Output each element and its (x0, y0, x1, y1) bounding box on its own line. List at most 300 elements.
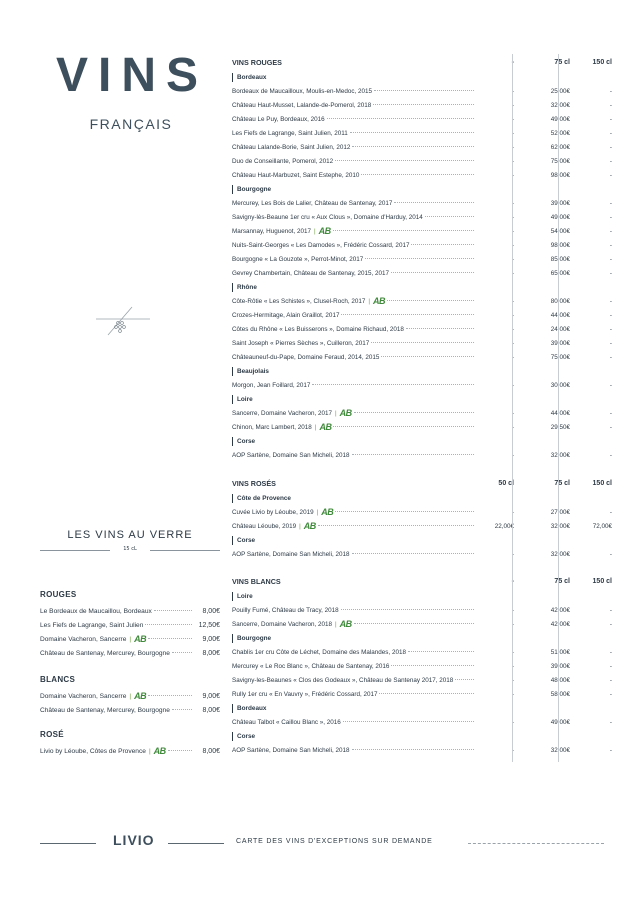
dot-leader (394, 201, 474, 203)
wine-name: Rully 1er cru « En Vauvry », Frédéric Cossard, 2017 (232, 690, 378, 698)
organic-ab-icon: AB (153, 746, 166, 756)
wine-name-cell (232, 452, 476, 459)
price-col-1: - (511, 451, 514, 459)
separator: | (314, 227, 316, 235)
dot-leader (352, 145, 474, 147)
wine-name: Domaine Vacheron, Sancerre (40, 635, 127, 643)
wine-name-cell (232, 214, 476, 221)
wine-name-cell (232, 226, 476, 236)
region-bar (232, 73, 233, 82)
section-vins-rouges (232, 54, 612, 462)
price-col-3: - (609, 339, 612, 347)
price-col-3: - (609, 101, 612, 109)
price-col-3: - (609, 718, 612, 726)
wine-row (232, 673, 612, 687)
price-col-2: 32,00€ (550, 451, 570, 459)
price-col-1: - (511, 87, 514, 95)
wine-row (232, 210, 612, 224)
wine-name: Côtes du Rhône « Les Buisserons », Domaine Richaud, 2018 (232, 325, 404, 333)
price-col-3: - (609, 620, 612, 628)
region-bar (232, 536, 233, 545)
price-col-1: - (511, 648, 514, 656)
wine-name: Marsannay, Huguenot, 2017 (232, 227, 311, 235)
dot-leader (333, 229, 474, 231)
separator: | (314, 423, 317, 431)
price-col-3: - (609, 87, 612, 95)
price-col-1: - (511, 269, 514, 277)
by-glass-section (40, 675, 220, 717)
price-col-2: 25,00€ (550, 87, 570, 95)
wine-name-cell (232, 312, 476, 319)
wine-row (232, 715, 612, 729)
wine-name-cell (232, 296, 476, 306)
region-bar (232, 185, 233, 194)
wine-name-cell (232, 663, 476, 670)
organic-ab-badge (299, 521, 316, 531)
separator: | (368, 297, 370, 305)
list-item (40, 646, 220, 660)
wine-name-cell (232, 270, 476, 277)
wine-name-cell (232, 340, 476, 347)
region-name: Beaujolais (237, 367, 269, 375)
region-name: Corse (237, 437, 256, 445)
glass-price: 8,00€ (202, 706, 220, 714)
dot-leader (335, 159, 474, 161)
region-bar (232, 704, 233, 713)
price-col-2: 80,00€ (550, 297, 570, 305)
column-header: 75 cl (554, 479, 570, 487)
dot-leader (371, 341, 474, 343)
wine-name: Château Le Puy, Bordeaux, 2016 (232, 115, 325, 123)
region-bar (232, 634, 233, 643)
wine-name: Chinon, Marc Lambert, 2018 (232, 423, 312, 431)
separator: | (299, 522, 301, 530)
wine-row (232, 252, 612, 266)
price-col-2: 48,00€ (550, 676, 570, 684)
wine-row (232, 196, 612, 210)
price-col-2: 27,00€ (550, 508, 570, 516)
wine-name-cell (232, 691, 476, 698)
wine-row (232, 322, 612, 336)
price-col-3: 72,00€ (592, 522, 612, 530)
price-col-3: - (609, 746, 612, 754)
dot-leader (335, 510, 474, 512)
by-glass-section (40, 590, 220, 660)
price-col-2: 44,00€ (550, 311, 570, 319)
wine-name-cell (232, 422, 476, 432)
organic-ab-badge (129, 634, 146, 644)
price-col-2: 32,00€ (550, 522, 570, 530)
dot-leader (373, 103, 474, 105)
wine-name: Mercurey « Le Roc Blanc », Château de Santenay, 2016 (232, 662, 390, 670)
dot-leader (455, 678, 474, 680)
organic-ab-icon: AB (319, 422, 332, 432)
price-col-3: - (609, 550, 612, 558)
region-name: Loire (237, 395, 253, 403)
dot-leader (352, 552, 475, 554)
region-name: Côte de Provence (237, 494, 291, 502)
column-divider (512, 54, 513, 762)
wine-name: Nuits-Saint-Georges « Les Damodes », Frédéric Cossard, 2017 (232, 241, 410, 249)
wine-row (232, 519, 612, 533)
wine-name: Bordeaux de Maucailloux, Moulis-en-Medoc, 2015 (232, 87, 373, 95)
dot-leader (406, 327, 474, 329)
region-name: Bordeaux (237, 704, 267, 712)
wine-row (232, 645, 612, 659)
separator: | (335, 620, 337, 628)
dot-leader (354, 411, 474, 413)
dot-leader (341, 608, 474, 610)
region-header (232, 182, 612, 196)
column-header: 150 cl (592, 577, 612, 585)
wine-name: Domaine Vacheron, Sancerre (40, 692, 127, 700)
wine-row (232, 168, 612, 182)
wine-name: Le Bordeaux de Maucaillou, Bordeaux (40, 607, 152, 615)
wine-name: Morgon, Jean Foillard, 2017 (232, 381, 311, 389)
price-col-2: 85,00€ (550, 255, 570, 263)
glass-price: 9,00€ (202, 635, 220, 643)
price-col-1: - (511, 171, 514, 179)
price-col-3: - (609, 171, 612, 179)
dot-leader (352, 748, 475, 750)
wine-name: Saint Joseph « Pierres Sèches », Cuilleron, 2017 (232, 339, 370, 347)
separator: | (129, 635, 132, 643)
region-header (232, 589, 612, 603)
region-name: Loire (237, 592, 253, 600)
footer-note: CARTE DES VINS D'EXCEPTIONS SUR DEMANDE (236, 838, 433, 845)
wine-row (232, 140, 612, 154)
by-glass-section (40, 730, 220, 758)
price-col-1: - (511, 620, 514, 628)
column-header: 50 cl (498, 479, 514, 487)
section-header (232, 475, 612, 491)
dot-leader (350, 131, 474, 133)
organic-ab-badge (335, 619, 352, 629)
wine-name-cell (232, 242, 476, 249)
organic-ab-badge (335, 408, 352, 418)
price-col-3: - (609, 381, 612, 389)
section-header (232, 573, 612, 589)
wine-name: Bourgogne « La Gouzote », Perrot-Minot, 2017 (232, 255, 364, 263)
price-col-3: - (609, 143, 612, 151)
organic-ab-badge (314, 226, 331, 236)
price-col-1: - (511, 353, 514, 361)
wine-name: Château Léoube, 2019 (232, 522, 297, 530)
price-col-2: 98,00€ (550, 171, 570, 179)
dot-leader (312, 383, 474, 385)
wine-name: Châteauneuf-du-Pape, Domaine Feraud, 2014, 2015 (232, 353, 380, 361)
dot-leader (391, 271, 474, 273)
wine-name-cell (232, 719, 476, 726)
wine-name: Sancerre, Domaine Vacheron, 2017 (232, 409, 332, 417)
price-col-1: - (511, 606, 514, 614)
wine-row (232, 266, 612, 280)
dot-leader (168, 749, 192, 751)
dot-leader (425, 215, 474, 217)
dot-leader (154, 609, 192, 611)
price-col-1: - (511, 199, 514, 207)
organic-ab-badge (315, 422, 332, 432)
region-header (232, 434, 612, 448)
wine-name-cell (232, 256, 476, 263)
list-item (40, 618, 220, 632)
wine-name: Livio by Léoube, Côtes de Provence (40, 747, 146, 755)
column-header: 150 cl (592, 58, 612, 66)
wine-row (232, 659, 612, 673)
region-header (232, 280, 612, 294)
dot-leader (411, 243, 474, 245)
dot-leader (343, 720, 474, 722)
column-divider (558, 54, 559, 762)
wine-row (232, 603, 612, 617)
region-bar (232, 395, 233, 404)
wine-name: Les Fiefs de Lagrange, Saint Julien (40, 621, 144, 629)
dot-leader (391, 664, 474, 666)
footer-rule (40, 843, 96, 844)
price-col-2: 58,00€ (550, 690, 570, 698)
price-col-1: - (511, 129, 514, 137)
wine-name: Sancerre, Domaine Vacheron, 2018 (232, 620, 332, 628)
wine-name-cell (232, 521, 476, 531)
region-name: Corse (237, 536, 256, 544)
price-col-3: - (609, 676, 612, 684)
wine-name: Savigny-lès-Beaune 1er cru « Aux Clous », Domaine d'Harduy, 2014 (232, 213, 423, 221)
wine-row (232, 238, 612, 252)
price-col-2: 32,00€ (550, 101, 570, 109)
column-header: 75 cl (554, 58, 570, 66)
price-col-3: - (609, 115, 612, 123)
region-name: Bourgogne (237, 185, 272, 193)
region-bar (232, 283, 233, 292)
wine-name-cell (232, 507, 476, 517)
dot-leader (354, 622, 474, 624)
list-item (40, 632, 220, 646)
price-col-2: 42,00€ (550, 620, 570, 628)
by-glass-title: LES VINS AU VERRE (67, 529, 193, 541)
wine-row (232, 224, 612, 238)
separator: | (148, 747, 151, 755)
wine-row (232, 336, 612, 350)
price-col-1: - (511, 550, 514, 558)
region-bar (232, 592, 233, 601)
price-col-2: 65,00€ (550, 269, 570, 277)
organic-ab-icon: AB (303, 521, 316, 531)
price-col-1: - (511, 157, 514, 165)
wine-row (232, 547, 612, 561)
price-col-2: 24,00€ (550, 325, 570, 333)
price-col-1: - (511, 297, 514, 305)
organic-ab-badge (317, 507, 334, 517)
wine-glass-logo-icon (90, 305, 160, 345)
price-col-3: - (609, 508, 612, 516)
price-col-3: - (609, 227, 612, 235)
separator: | (316, 508, 319, 516)
price-col-1: - (511, 746, 514, 754)
price-col-1: - (511, 508, 514, 516)
list-item (40, 689, 220, 703)
wine-name-cell (232, 382, 476, 389)
price-col-1: - (511, 227, 514, 235)
footer-rule (168, 843, 224, 844)
region-bar (232, 367, 233, 376)
page-subtitle: FRANÇAIS (89, 116, 173, 132)
list-item (40, 703, 220, 717)
organic-ab-icon: AB (134, 634, 147, 644)
list-item (40, 604, 220, 618)
wine-name: AOP Sartène, Domaine San Micheli, 2018 (232, 746, 350, 754)
separator: | (129, 692, 132, 700)
price-col-3: - (609, 648, 612, 656)
dot-leader (387, 299, 474, 301)
region-name: Bordeaux (237, 73, 267, 81)
price-col-2: 52,00€ (550, 129, 570, 137)
section-vins-blancs (232, 573, 612, 757)
dot-leader (333, 425, 474, 427)
wine-name: Gevrey Chambertain, Château de Santenay, 2015, 2017 (232, 269, 390, 277)
by-glass-category: BLANCS (40, 675, 76, 684)
wine-name-cell (232, 607, 476, 614)
price-col-1: - (511, 241, 514, 249)
price-col-3: - (609, 199, 612, 207)
price-col-3: - (609, 690, 612, 698)
region-bar (232, 437, 233, 446)
organic-ab-icon: AB (373, 296, 385, 306)
wine-name: Les Fiefs de Lagrange, Saint Julien, 2011 (232, 129, 348, 137)
price-col-2: 75,00€ (550, 157, 570, 165)
organic-ab-icon: AB (339, 408, 352, 418)
wine-row (232, 505, 612, 519)
region-bar (232, 732, 233, 741)
wine-name-cell (232, 130, 476, 137)
price-col-1: - (511, 255, 514, 263)
footer-rule (468, 843, 604, 844)
region-header (232, 364, 612, 378)
price-col-1: - (511, 311, 514, 319)
price-col-2: 44,00€ (550, 409, 570, 417)
wine-name: AOP Sartène, Domaine San Micheli, 2018 (232, 550, 350, 558)
dot-leader (374, 89, 474, 91)
price-col-3: - (609, 255, 612, 263)
region-header (232, 631, 612, 645)
region-header (232, 392, 612, 406)
glass-price: 8,00€ (202, 607, 220, 615)
column-header: 75 cl (554, 577, 570, 585)
wine-name: Château Lalande-Borie, Saint Julien, 2012 (232, 143, 351, 151)
dot-leader (148, 694, 192, 696)
price-col-2: 49,00€ (550, 718, 570, 726)
separator: | (335, 409, 337, 417)
section-vins-roses (232, 475, 612, 561)
dot-leader (318, 524, 474, 526)
dot-leader (145, 623, 192, 625)
wine-name: AOP Sartène, Domaine San Micheli, 2018 (232, 451, 350, 459)
wine-name-cell (232, 200, 476, 207)
price-col-2: 32,00€ (550, 550, 570, 558)
by-glass-size-divider (40, 545, 220, 555)
wine-row (232, 126, 612, 140)
wine-name: Côte-Rôtie « Les Schistes », Clusel-Roch, 2017 (232, 297, 366, 305)
wine-name: Chablis 1er cru Côte de Léchet, Domaine des Malandes, 2018 (232, 648, 406, 656)
price-col-3: - (609, 213, 612, 221)
price-col-2: 29,50€ (550, 423, 570, 431)
wine-name-cell (232, 158, 476, 165)
price-col-3: - (609, 423, 612, 431)
organic-ab-icon: AB (134, 691, 147, 701)
wine-row (232, 617, 612, 631)
wine-name: Château Haut-Musset, Lalande-de-Pomerol, 2018 (232, 101, 372, 109)
wine-name-cell (232, 354, 476, 361)
glass-price: 8,00€ (202, 747, 220, 755)
region-header (232, 701, 612, 715)
wine-row (232, 154, 612, 168)
wine-name: Pouilly Fumé, Château de Tracy, 2018 (232, 606, 339, 614)
price-col-2: 39,00€ (550, 662, 570, 670)
wine-row (232, 743, 612, 757)
region-bar (232, 494, 233, 503)
price-col-1: - (511, 718, 514, 726)
dot-leader (365, 257, 474, 259)
list-item (40, 744, 220, 758)
dot-leader (379, 692, 474, 694)
wine-name: Savigny-les-Beaunes « Clos des Godeaux », Château de Santenay 2017, 2018 (232, 676, 454, 684)
glass-price: 9,00€ (202, 692, 220, 700)
price-col-3: - (609, 451, 612, 459)
price-col-3: - (609, 157, 612, 165)
footer-brand: LIVIO (113, 832, 155, 848)
price-col-2: 51,00€ (550, 648, 570, 656)
price-col-2: 30,00€ (550, 381, 570, 389)
wine-name: Château de Santenay, Mercurey, Bourgogne (40, 649, 170, 657)
wine-name: Château Talbot « Caillou Blanc », 2016 (232, 718, 341, 726)
price-col-2: 54,00€ (550, 227, 570, 235)
wine-name-cell (232, 408, 476, 418)
wine-name-cell (232, 747, 476, 754)
region-header (232, 729, 612, 743)
price-col-2: 75,00€ (550, 353, 570, 361)
price-col-1: - (511, 662, 514, 670)
region-name: Bourgogne (237, 634, 272, 642)
region-header (232, 533, 612, 547)
wine-name-cell (232, 649, 476, 656)
region-header (232, 70, 612, 84)
dot-leader (341, 313, 474, 315)
dot-leader (172, 708, 192, 710)
glass-price: 12,50€ (198, 621, 220, 629)
price-col-1: 22,00€ (494, 522, 514, 530)
wine-name: Mercurey, Les Bois de Lalier, Château de Santenay, 2017 (232, 199, 393, 207)
price-col-1: - (511, 676, 514, 684)
column-header: 150 cl (592, 479, 612, 487)
wine-row (232, 448, 612, 462)
wine-name-cell (232, 116, 476, 123)
price-col-3: - (609, 311, 612, 319)
wine-row (232, 406, 612, 420)
wine-name-cell (232, 677, 476, 684)
section-title: VINS ROSÉS (232, 478, 276, 488)
price-col-3: - (609, 409, 612, 417)
price-col-1: - (511, 325, 514, 333)
price-col-1: - (511, 409, 514, 417)
dot-leader (361, 173, 474, 175)
column-header: - (511, 58, 514, 66)
price-col-2: 39,00€ (550, 339, 570, 347)
price-col-3: - (609, 297, 612, 305)
wine-row (232, 687, 612, 701)
wine-name: Cuvée Livio by Léoube, 2019 (232, 508, 314, 516)
price-col-1: - (511, 143, 514, 151)
section-title: VINS ROUGES (232, 57, 282, 67)
price-col-2: 42,00€ (550, 606, 570, 614)
